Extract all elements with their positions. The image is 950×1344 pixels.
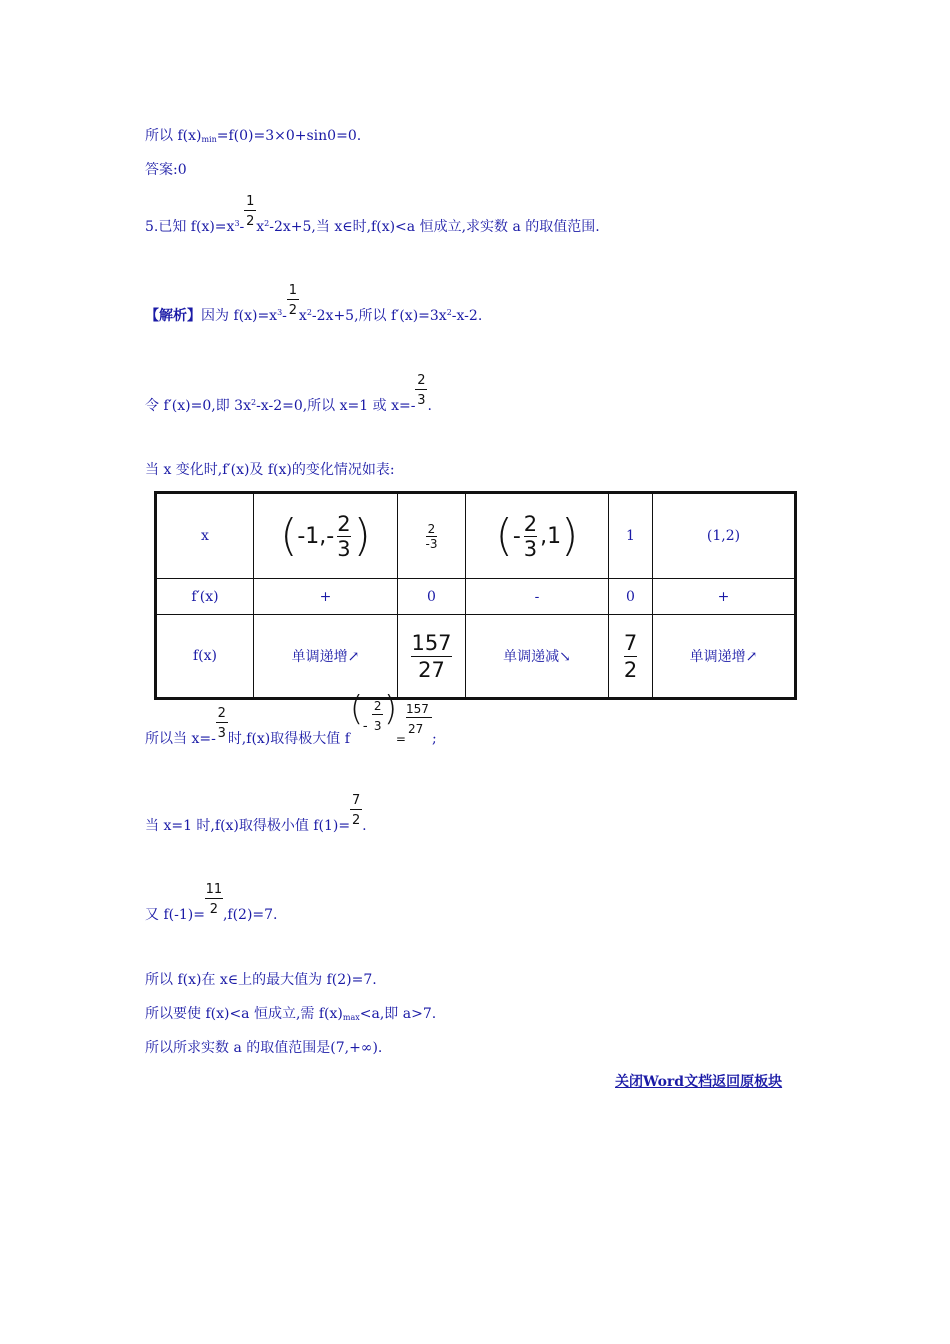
cell-interval-2: ( - 2 3 ,1 ) [466, 493, 609, 579]
table-row-derivative [156, 579, 796, 615]
cell: + [254, 579, 398, 615]
cell-max-value: $\frac{157}{27}$ [398, 615, 466, 699]
solution-line: 【解析】因为 $f(x)=x^3-$ $\frac{1}{2}$ $x^2-2x+5$,所以 $f'(x)=3x^2-x-2$. [145, 283, 483, 324]
result-line-2: 所以要使 f(x)<a 恒成立,需 $f(x)_{max}<a$,即 a>7. [145, 1006, 437, 1022]
cell: 单调递增↗ [653, 615, 796, 699]
subscript-min: min [201, 135, 217, 144]
fraction: $\frac{11}{2}$ [205, 882, 223, 917]
variation-table [154, 491, 797, 700]
solution-label: 【解析】 [145, 308, 201, 324]
text: 所以 f(x) [145, 128, 202, 144]
close-word-return-link[interactable]: 关闭Word文档返回原板块 [615, 1074, 783, 1090]
cell: 0 [609, 579, 653, 615]
cell-min-value: $\frac{7}{2}$ [609, 615, 653, 699]
cell-function-label: f(x) [156, 615, 254, 699]
result-line-3: 所以所求实数 a 的取值范围是(7,+∞). [145, 1040, 383, 1056]
exponent: 2 [250, 398, 257, 407]
cell: + [653, 579, 796, 615]
text: x [256, 219, 265, 235]
text: - [239, 219, 245, 235]
text: -x-2. [451, 308, 483, 324]
fraction: $\frac{1}{2}$ [288, 283, 298, 318]
cell-critical-2: 1 [609, 493, 653, 579]
cell-derivative-label: f′(x) [156, 579, 254, 615]
text: 5.已知 f(x)=x [145, 219, 235, 235]
local-min-line: 当 x=1 时,f(x)取得极小值 f(1)= $\frac{7}{2}$ . [145, 793, 367, 834]
cell-x-label: x [156, 493, 254, 579]
text: =f(0)=3×0+sin0=0. [216, 128, 362, 144]
cell: 0 [398, 579, 466, 615]
exponent: 2 [446, 308, 452, 317]
cell: 单调递增↗ [254, 615, 398, 699]
subscript-max: max [342, 1013, 360, 1022]
table-row-x [156, 493, 796, 579]
fraction: $\frac{2}{3}$ [417, 373, 426, 408]
text: -2x+5,所以 f′(x)=3x [311, 308, 447, 324]
exponent: 3 [234, 219, 240, 228]
table-intro: 当 x 变化时,f′(x)及 f(x)的变化情况如表: [145, 462, 395, 478]
result-line-1: 所以 f(x)在 x∈上的最大值为 f(2)=7. [145, 972, 377, 988]
question-5: 5.已知 $f(x)=x^3-$ $\frac{1}{2}$ $x^2-2x+5$,当 x∈时,f(x)<a 恒成立,求实数 a 的取值范围. [145, 194, 600, 235]
cell-interval-1: ( -1, - 2 3 ) [254, 493, 398, 579]
fraction: $\frac{1}{2}$ [246, 194, 255, 229]
line-fmin [145, 127, 361, 149]
cell: 单调递减↘ [466, 615, 609, 699]
table-row-function [156, 615, 796, 699]
fraction: $\frac{2}{3}$ [217, 706, 226, 741]
cell-critical-1: $\frac{2}{-3}$ [398, 493, 466, 579]
fraction: $\frac{7}{2}$ [351, 793, 361, 828]
answer-line: 答案:0 [145, 162, 187, 178]
endpoint-values-line: 又 f(-1)= $\frac{11}{2}$ ,f(2)=7. [145, 882, 278, 923]
fraction: $\frac{157}{27}$ [406, 725, 432, 743]
exponent: 3 [277, 308, 283, 317]
text: 因为 f(x)=x [201, 308, 278, 324]
paren-fraction: ( - 2 3 ) [349, 689, 398, 734]
local-max-line: 所以当 x=- $\frac{2}{3}$ 时,f(x)取得极大值 f ( - 2 3 ) = $\frac{157}{27}$ ; [145, 689, 437, 747]
cell-interval-3: (1,2) [653, 493, 796, 579]
cell: - [466, 579, 609, 615]
derivative-zero-line: 令 f′(x)=0,即 $3x^2-x-2=0$,所以 x=1 或 x=- $\frac{2}{3}$ . [145, 373, 432, 414]
text: -2x+5,当 x∈时,f(x)<a 恒成立,求实数 a 的取值范围. [269, 219, 600, 235]
